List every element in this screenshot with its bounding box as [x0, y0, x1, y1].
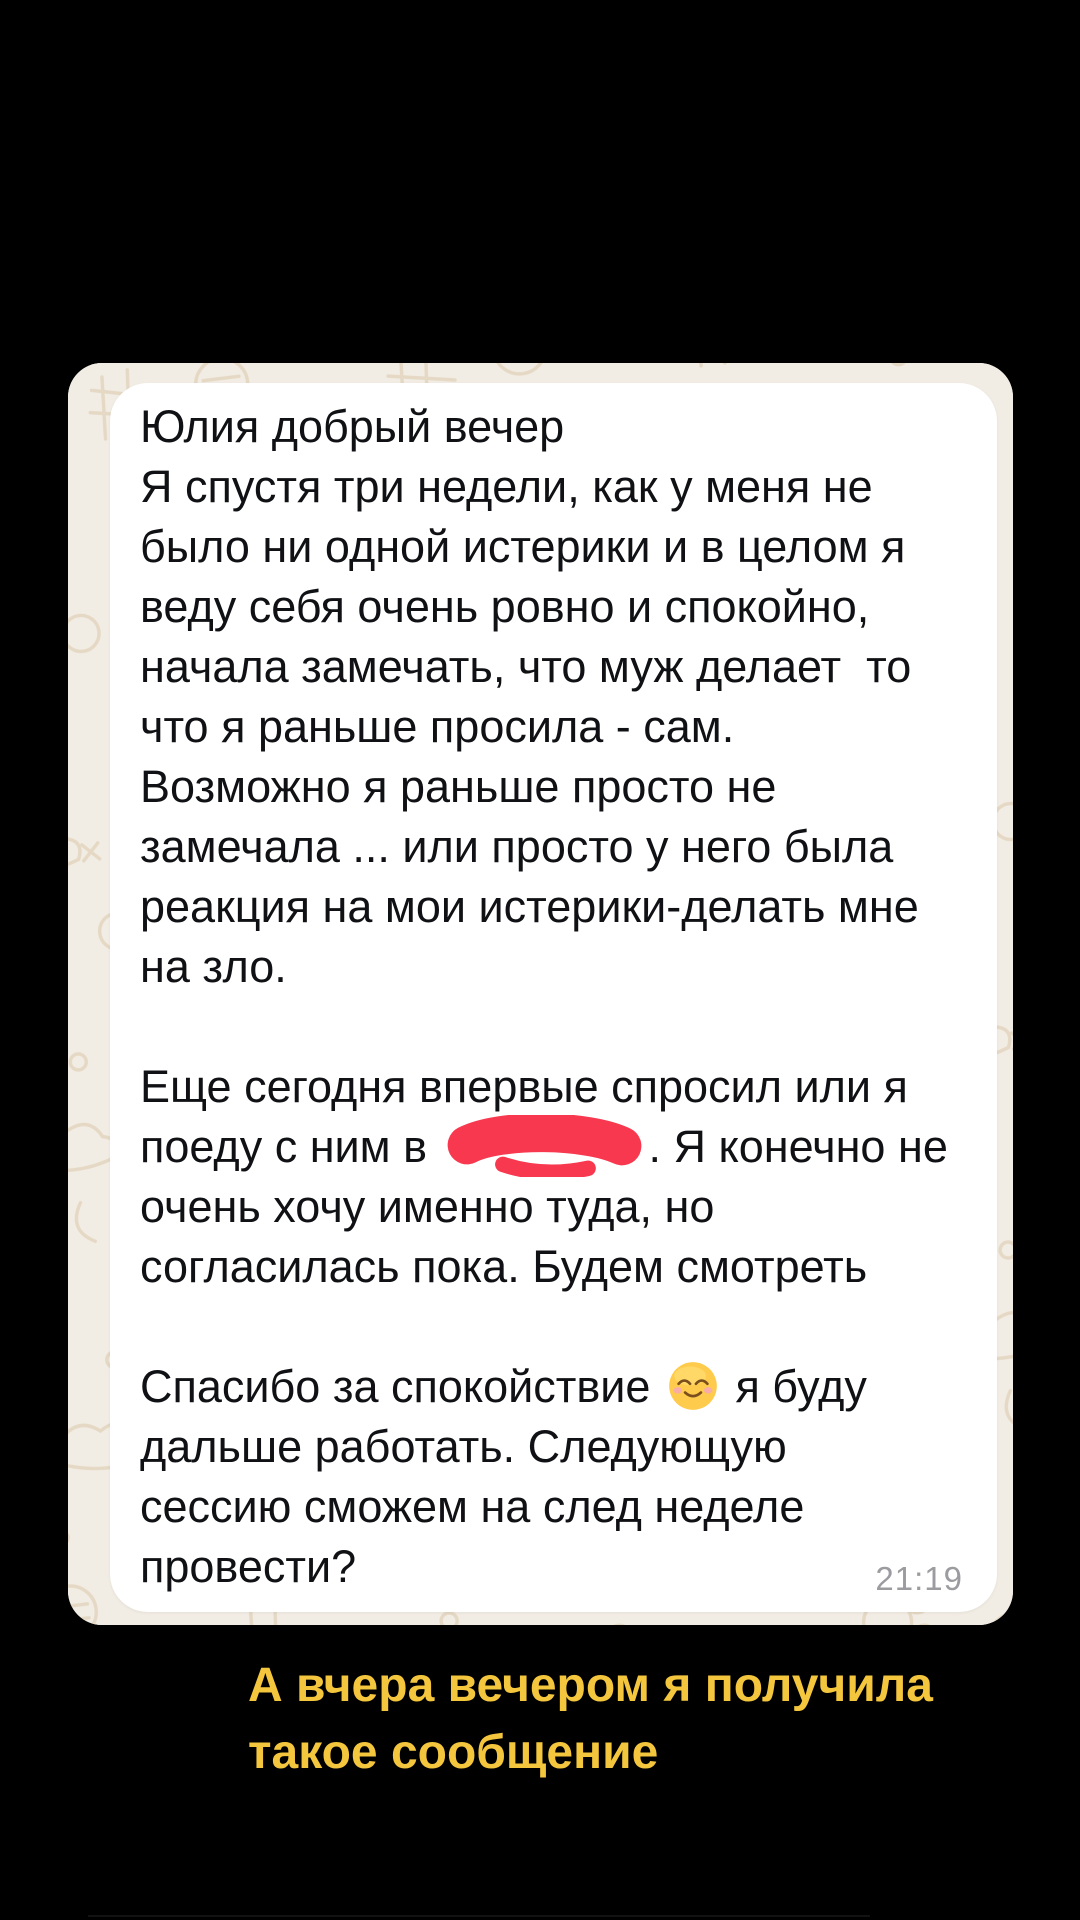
message-text — [140, 397, 983, 1597]
caption-line: А вчера вечером я получила — [248, 1659, 933, 1712]
message-line: было ни одной истерики и в целом я — [140, 521, 906, 572]
paragraph-gap — [140, 1297, 983, 1357]
message-line: Я спустя три недели, как у меня не — [140, 461, 873, 512]
chat-screenshot-card — [68, 363, 1013, 1625]
message-line: очень хочу именно туда, но — [140, 1181, 715, 1232]
message-line: что я раньше просила - сам. — [140, 701, 735, 752]
message-line: на зло. — [140, 941, 287, 992]
message-text-segment: я буду — [722, 1361, 867, 1412]
message-line: согласилась пока. Будем смотреть — [140, 1241, 868, 1292]
message-timestamp: 21:19 — [875, 1560, 963, 1597]
message-text-segment: . Я конечно не — [648, 1121, 948, 1172]
message-bubble — [110, 383, 997, 1612]
redaction-scribble — [442, 1115, 647, 1177]
message-line: сессию сможем на след неделе — [140, 1481, 805, 1532]
message-line-with-emoji — [140, 1357, 983, 1417]
message-line-redacted — [140, 1117, 983, 1177]
message-line: веду себя очень ровно и спокойно, — [140, 581, 870, 632]
message-line: дальше работать. Следующую — [140, 1421, 787, 1472]
paragraph-gap — [140, 997, 983, 1057]
bottom-edge-hairline — [88, 1915, 870, 1917]
story-caption — [248, 1652, 933, 1786]
message-line: замечала ... или просто у него была — [140, 821, 894, 872]
message-line: реакция на мои истерики-делать мне — [140, 881, 919, 932]
message-line: провести? — [140, 1541, 357, 1592]
message-line: Возможно я раньше просто не — [140, 761, 777, 812]
message-text-segment: поеду с ним в — [140, 1121, 440, 1172]
caption-line: такое сообщение — [248, 1726, 659, 1779]
message-text-segment: Спасибо за спокойствие — [140, 1361, 663, 1412]
message-line: Еще сегодня впервые спросил или я — [140, 1061, 908, 1112]
message-line: начала замечать, что муж делает то — [140, 641, 912, 692]
message-line: Юлия добрый вечер — [140, 401, 565, 452]
relieved-smiling-face-emoji — [667, 1360, 719, 1412]
